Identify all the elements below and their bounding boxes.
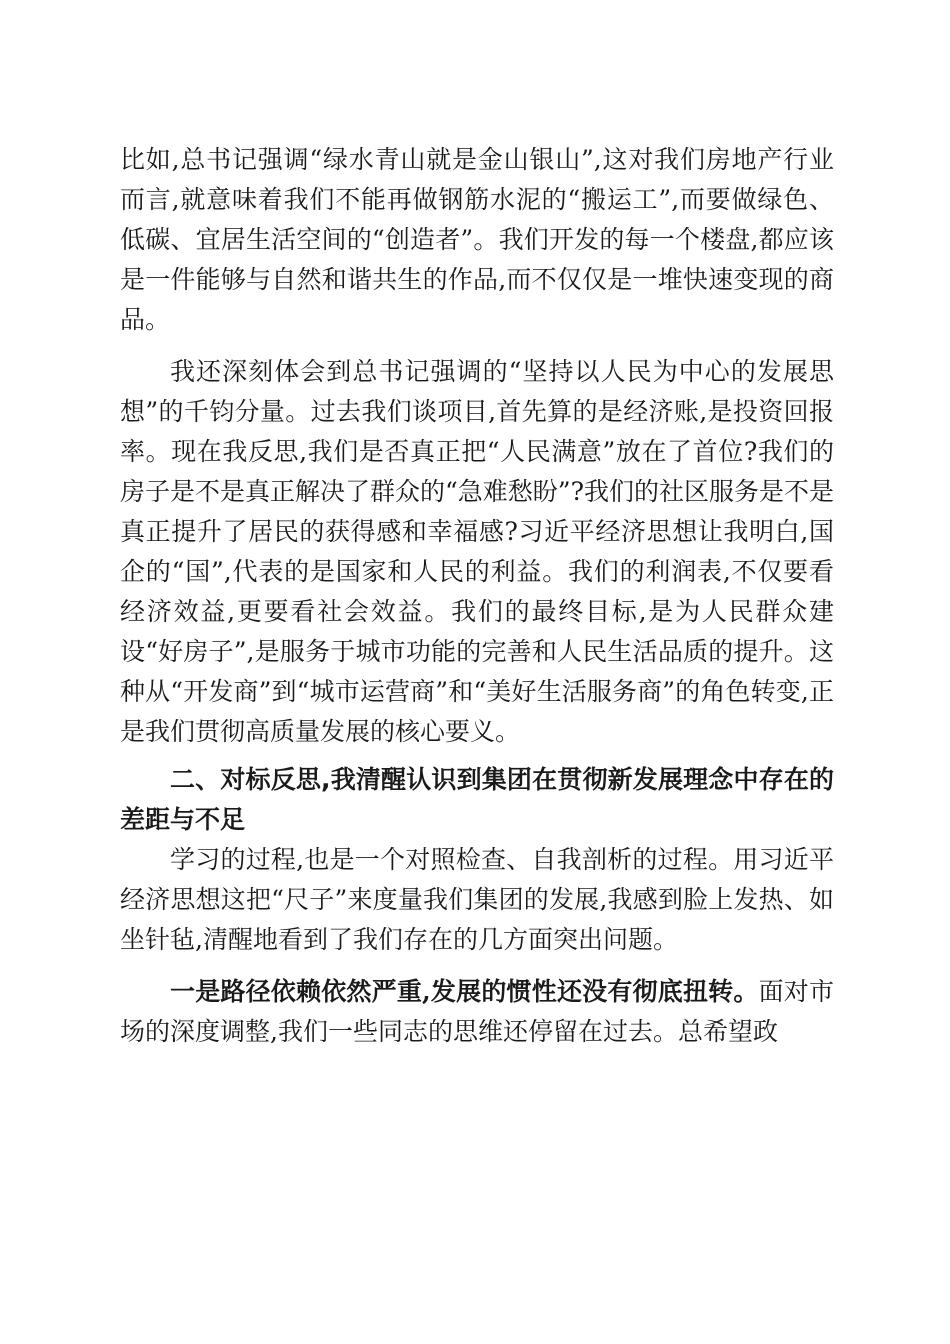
paragraph-body: 面对市场的深度调整,我们一些同志的思维还停留在过去。总希望政 [120,977,834,1046]
paragraph-people-centered: 我还深刻体会到总书记强调的“坚持以人民为中心的发展思想”的千钧分量。过去我们谈项目,首先算的是经济账,是投资回报率。现在我反思,我们是否真正把“人民满意”放在了首位?我们的房子是不是真正解决了群众的“急难愁盼”?我们的社区服务是不是真正提升了居民的获得感和幸福感?习近平经济思想让我明白,国企的“国”,代表的是国家和人民的利益。我们的利润表,不仅要看经济效益,更要看社会效益。我们的最终目标,是为人民群众建设“好房子”,是服务于城市功能的完善和人民生活品质的提升。这种从“开发商”到“城市运营商”和“美好生活服务商”的角色转变,正是我们贯彻高质量发展的核心要义。 [120,357,834,746]
document-page [120,140,834,1052]
paragraph-lead-bold: 一是路径依赖依然严重,发展的惯性还没有彻底扭转。 [170,977,759,1006]
paragraph-self-examination: 学习的过程,也是一个对照检查、自我剖析的过程。用习近平经济思想这把“尺子”来度量我们集团的发展,我感到脸上发热、如坐针毡,清醒地看到了我们存在的几方面突出问题。 [120,845,834,954]
section-heading-2: 二、对标反思,我清醒认识到集团在贯彻新发展理念中存在的差距与不足 [120,765,834,834]
paragraph-green-development: 比如,总书记强调“绿水青山就是金山银山”,这对我们房地产行业而言,就意味着我们不能再做钢筋水泥的“搬运工”,而要做绿色、低碳、宜居生活空间的“创造者”。我们开发的每一个楼盘,都应该是一件能够与自然和谐共生的作品,而不仅仅是一堆快速变现的商品。 [120,145,834,334]
paragraph-path-dependence [120,972,834,1052]
